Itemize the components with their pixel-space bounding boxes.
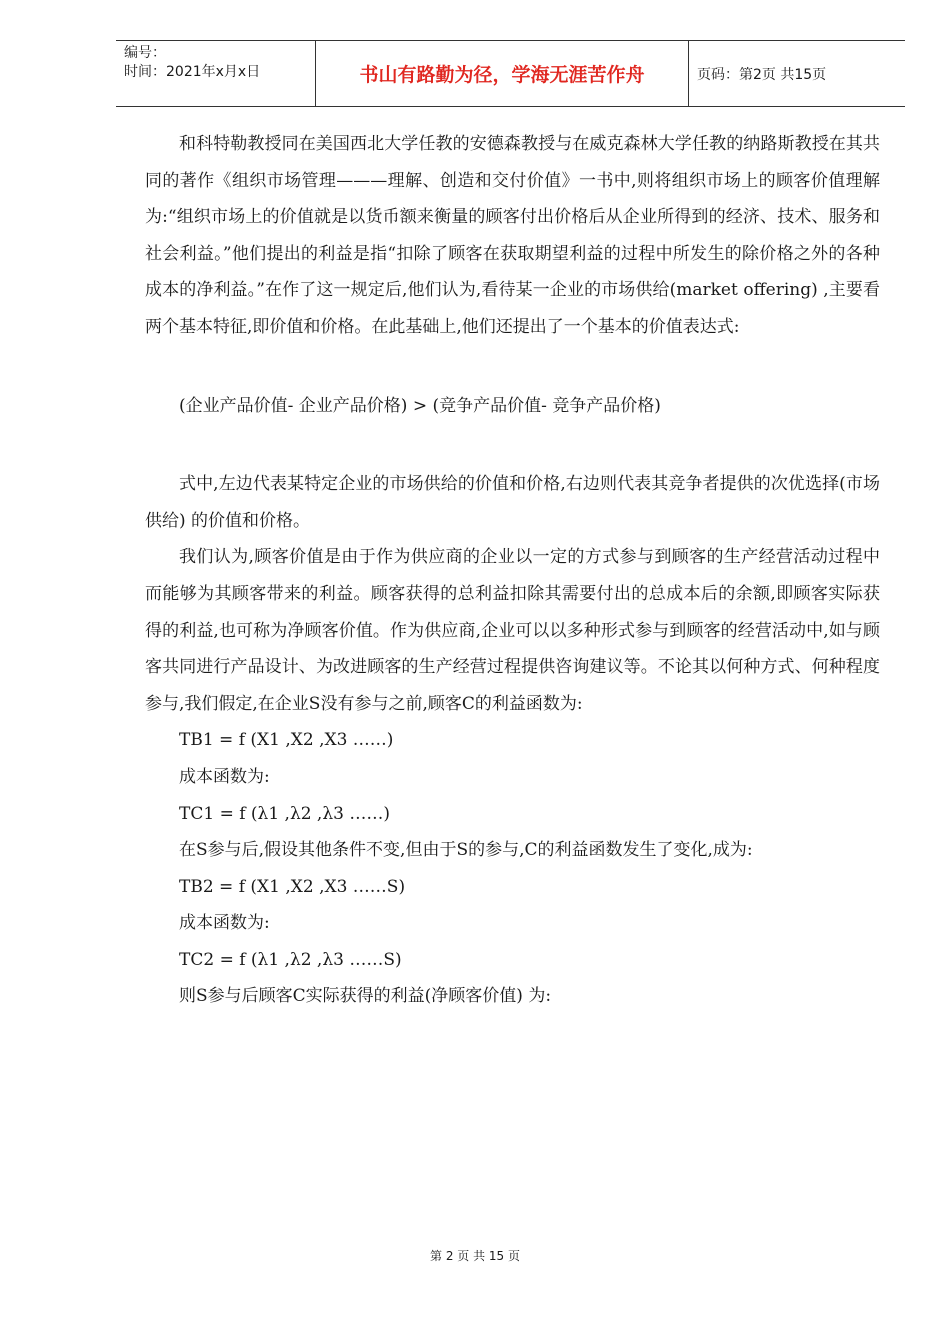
paragraph-3: 我们认为,顾客价值是由于作为供应商的企业以一定的方式参与到顾客的生产经营活动过程中而能够为其顾客带来的利益。顾客获得的总利益扣除其需要付出的总成本后的余额,即顾客实际获得的利益,也可称为净顾客价值。作为供应商,企业可以以多种形式参与到顾客的经营活动中,如与顾客共同进行产品设计、为改进顾客的生产经营过程提供咨询建议等。不论其以何种方式、何种程度参与,我们假定,在企业S没有参与之前,顾客C的利益函数为: — [145, 547, 880, 714]
cost-label-2: 成本函数为: — [179, 913, 270, 934]
formula-tc1: TC1 = f (λ1 ,λ2 ,λ3 ……) — [179, 803, 390, 824]
paragraph-4: 在S参与后,假设其他条件不变,但由于S的参与,C的利益函数发生了变化,成为: — [179, 840, 753, 861]
cost-label-1: 成本函数为: — [179, 766, 270, 787]
paragraph-1: 和科特勒教授同在美国西北大学任教的安德森教授与在威克森林大学任教的纳路斯教授在其共同的著作《组织市场管理———理解、创造和交付价值》一书中,则将组织市场上的顾客价值理解为:“组织市场上的价值就是以货币额来衡量的顾客付出价格后从企业所得到的经济、技术、服务和社会利益。”他们提出的利益是指“扣除了顾客在获取期望利益的过程中所发生的除价格之外的各种成本的净利益。”在作了这一规定后,他们认为,看待某一企业的市场供给(market offering) ,主要看两个基本特征,即价值和价格。在此基础上,他们还提出了一个基本的价值表达式: — [145, 134, 880, 337]
document-body — [145, 126, 880, 1015]
time-label: 时间：2021年x月x日 — [124, 64, 261, 80]
code-label: 编号： — [124, 45, 166, 61]
paragraph-5: 则S参与后顾客C实际获得的利益(净顾客价值) 为: — [179, 986, 552, 1007]
header-page-info: 页码：第2页 共15页 — [697, 66, 827, 83]
page-header — [116, 40, 905, 107]
formula-tc2: TC2 = f (λ1 ,λ2 ,λ3 ……S) — [179, 949, 402, 970]
value-formula: (企业产品价值- 企业产品价格) > (竞争产品价值- 竞争产品价格) — [179, 395, 661, 416]
formula-tb2: TB2 = f (X1 ,X2 ,X3 ……S) — [179, 876, 406, 897]
header-meta — [116, 41, 316, 106]
paragraph-2: 式中,左边代表某特定企业的市场供给的价值和价格,右边则代表其竞争者提供的次优选择(市场供给) 的价值和价格。 — [145, 474, 880, 531]
formula-tb1: TB1 = f (X1 ,X2 ,X3 ……) — [179, 730, 394, 751]
header-motto: 书山有路勤为径，学海无涯苦作舟 — [316, 41, 689, 106]
page-footer: 第 2 页 共 15 页 — [430, 1249, 520, 1263]
